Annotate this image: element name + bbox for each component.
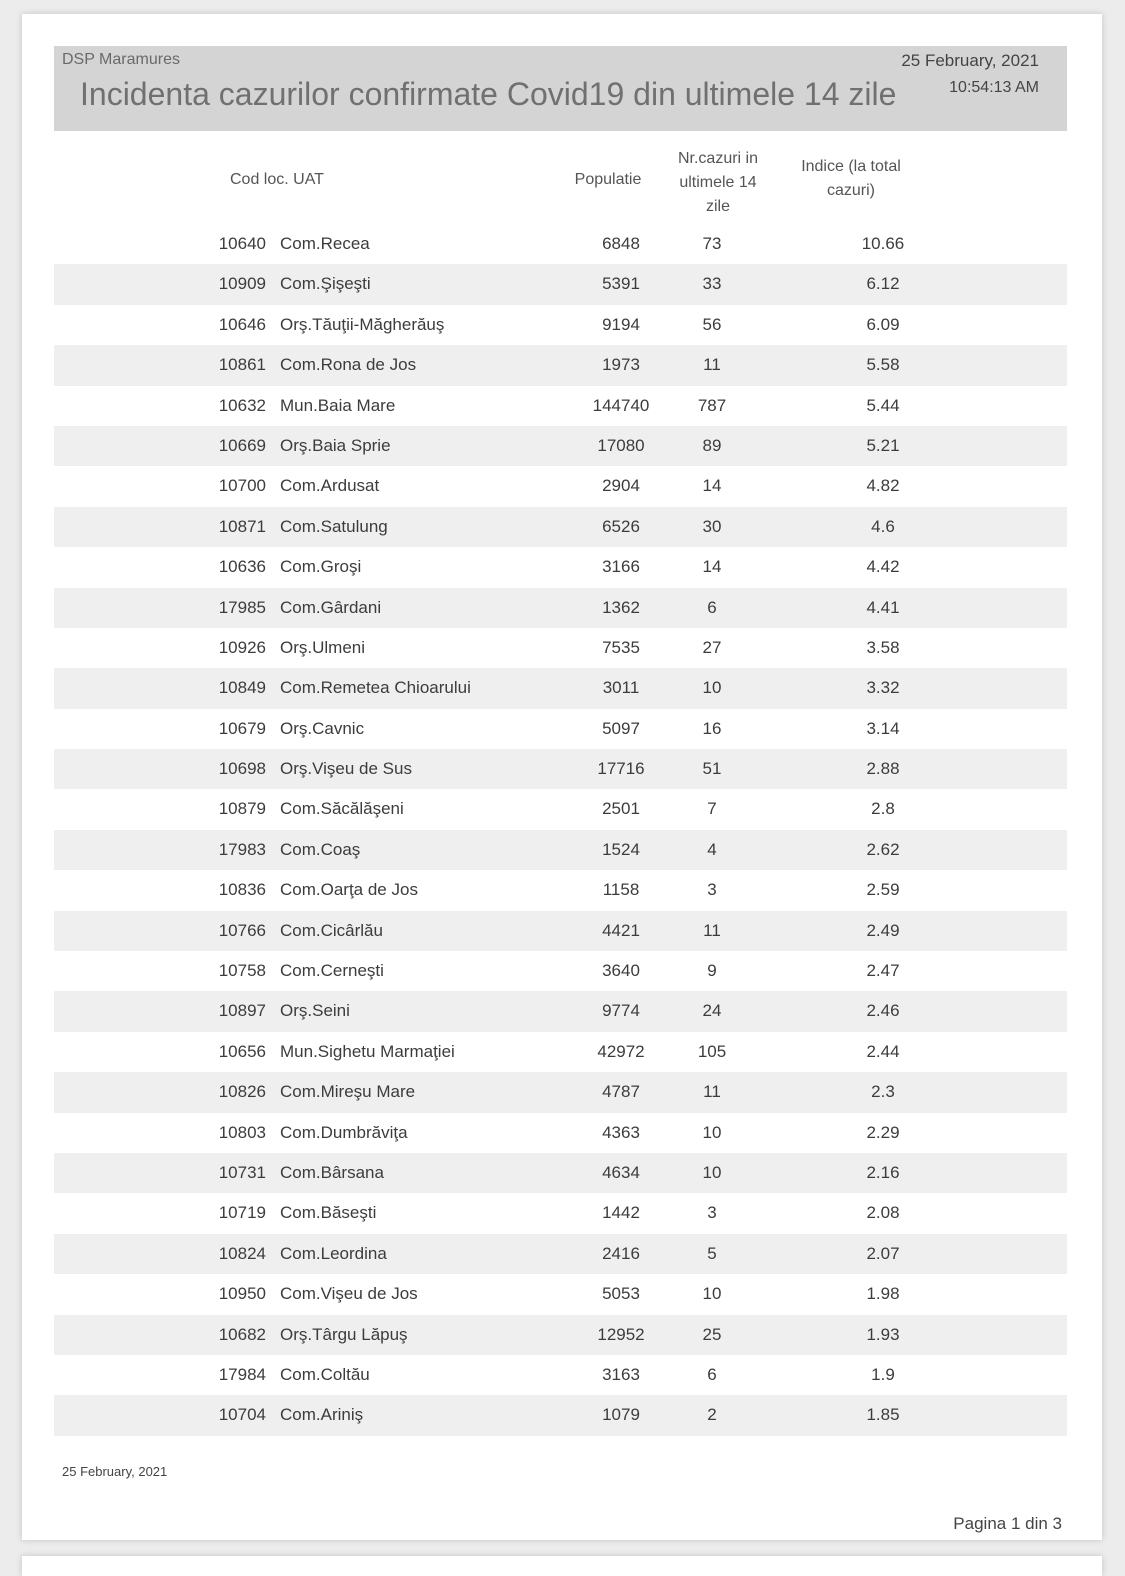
cell-indice: 4.41 bbox=[866, 597, 900, 617]
table-row bbox=[54, 709, 1067, 749]
cell-indice: 3.14 bbox=[866, 718, 900, 738]
cell-code: 10950 bbox=[218, 1284, 266, 1304]
table-row bbox=[54, 588, 1067, 628]
cell-nr-cazuri: 14 bbox=[702, 557, 722, 577]
cell-indice: 1.98 bbox=[866, 1284, 900, 1304]
cell-code: 10698 bbox=[218, 759, 266, 779]
cell-code: 10926 bbox=[218, 637, 266, 657]
cell-uat-name: Orş.Baia Sprie bbox=[280, 435, 391, 455]
cell-uat-name: Mun.Baia Mare bbox=[280, 395, 396, 415]
cell-code: 10861 bbox=[218, 355, 266, 375]
cell-code: 10640 bbox=[218, 234, 266, 253]
cell-indice: 2.88 bbox=[866, 759, 900, 779]
cell-nr-cazuri: 2 bbox=[707, 1405, 717, 1425]
cell-nr-cazuri: 27 bbox=[702, 637, 722, 657]
cell-code: 10897 bbox=[218, 1001, 266, 1021]
table-row bbox=[54, 1234, 1067, 1274]
table-row bbox=[54, 1113, 1067, 1153]
cell-indice: 2.44 bbox=[866, 1041, 900, 1061]
cell-code: 10803 bbox=[218, 1122, 266, 1142]
cell-nr-cazuri: 10 bbox=[702, 1162, 722, 1182]
table-row bbox=[54, 830, 1067, 870]
table-row bbox=[54, 991, 1067, 1031]
cell-nr-cazuri: 5 bbox=[707, 1243, 717, 1263]
cell-indice: 5.21 bbox=[866, 435, 900, 455]
cell-indice: 2.49 bbox=[866, 920, 900, 940]
cell-uat-name: Com.Recea bbox=[280, 234, 370, 253]
cell-populatie: 17716 bbox=[597, 759, 645, 779]
cell-uat-name: Com.Coaş bbox=[280, 839, 361, 859]
cell-nr-cazuri: 89 bbox=[702, 435, 722, 455]
cell-code: 10632 bbox=[218, 395, 266, 415]
cell-nr-cazuri: 10 bbox=[702, 1122, 722, 1142]
report-title: Incidenta cazurilor confirmate Covid19 din ultimele 14 zile bbox=[80, 76, 897, 112]
table-row bbox=[54, 466, 1067, 506]
cell-uat-name: Orş.Tăuţii-Măgherăuş bbox=[280, 314, 445, 334]
cell-populatie: 42972 bbox=[597, 1041, 645, 1061]
cell-indice: 2.29 bbox=[866, 1122, 900, 1142]
cell-uat-name: Com.Groşi bbox=[280, 557, 362, 577]
table-row bbox=[54, 305, 1067, 345]
cell-uat-name: Com.Remetea Chioarului bbox=[280, 678, 471, 698]
cell-uat-name: Com.Satulung bbox=[280, 516, 388, 536]
table-row bbox=[54, 1395, 1067, 1435]
cell-indice: 6.12 bbox=[866, 274, 900, 294]
cell-code: 10636 bbox=[218, 557, 266, 577]
cell-indice: 3.32 bbox=[866, 678, 900, 698]
cell-populatie: 1158 bbox=[602, 880, 640, 900]
table-row bbox=[54, 628, 1067, 668]
report-header bbox=[54, 46, 1067, 131]
table-row bbox=[54, 1315, 1067, 1355]
cell-code: 10849 bbox=[218, 678, 266, 698]
cell-nr-cazuri: 14 bbox=[702, 476, 722, 496]
report-time: 10:54:13 AM bbox=[949, 79, 1039, 96]
cell-populatie: 5391 bbox=[602, 274, 640, 294]
cell-code: 10824 bbox=[218, 1243, 266, 1263]
cell-code: 10871 bbox=[218, 516, 266, 536]
data-table bbox=[54, 224, 1067, 1436]
table-row bbox=[54, 386, 1067, 426]
cell-uat-name: Com.Rona de Jos bbox=[280, 355, 417, 375]
cell-code: 17984 bbox=[218, 1364, 266, 1384]
cell-indice: 3.58 bbox=[866, 637, 900, 657]
cell-nr-cazuri: 7 bbox=[707, 799, 717, 819]
table-row bbox=[54, 789, 1067, 829]
cell-uat-name: Com.Leordina bbox=[280, 1243, 387, 1263]
cell-indice: 10.66 bbox=[861, 234, 905, 253]
cell-uat-name: Orş.Târgu Lăpuş bbox=[280, 1324, 408, 1344]
cell-indice: 2.07 bbox=[866, 1243, 900, 1263]
cell-code: 17983 bbox=[218, 839, 266, 859]
cell-code: 10646 bbox=[218, 314, 266, 334]
cell-populatie: 3011 bbox=[602, 678, 640, 698]
cell-uat-name: Com.Băseşti bbox=[280, 1203, 377, 1223]
cell-nr-cazuri: 25 bbox=[702, 1324, 722, 1344]
table-row bbox=[54, 1072, 1067, 1112]
cell-uat-name: Com.Vişeu de Jos bbox=[280, 1284, 418, 1304]
cell-code: 10758 bbox=[218, 961, 266, 981]
cell-uat-name: Orş.Ulmeni bbox=[280, 637, 366, 657]
table-row bbox=[54, 749, 1067, 789]
cell-uat-name: Orş.Cavnic bbox=[280, 718, 365, 738]
cell-populatie: 6526 bbox=[602, 516, 640, 536]
column-header-indice-line1: Indice (la total bbox=[801, 158, 901, 175]
cell-nr-cazuri: 3 bbox=[707, 880, 717, 900]
cell-uat-name: Com.Coltău bbox=[280, 1364, 370, 1384]
cell-uat-name: Orş.Vişeu de Sus bbox=[280, 759, 412, 779]
cell-indice: 5.58 bbox=[866, 355, 900, 375]
cell-nr-cazuri: 33 bbox=[702, 274, 722, 294]
cell-nr-cazuri: 6 bbox=[707, 597, 717, 617]
table-row bbox=[54, 507, 1067, 547]
cell-code: 10879 bbox=[218, 799, 266, 819]
cell-code: 10704 bbox=[218, 1405, 266, 1425]
cell-indice: 4.82 bbox=[866, 476, 900, 496]
table-row bbox=[54, 668, 1067, 708]
cell-populatie: 4363 bbox=[602, 1122, 640, 1142]
cell-code: 10700 bbox=[218, 476, 266, 496]
cell-indice: 1.9 bbox=[871, 1364, 895, 1384]
cell-nr-cazuri: 4 bbox=[707, 839, 717, 859]
column-header-cod-uat: Cod loc. UAT bbox=[230, 171, 324, 188]
table-row bbox=[54, 1032, 1067, 1072]
organization-name: DSP Maramures bbox=[62, 51, 180, 68]
cell-nr-cazuri: 11 bbox=[703, 920, 721, 940]
cell-code: 10719 bbox=[218, 1203, 266, 1223]
cell-code: 10766 bbox=[218, 920, 266, 940]
cell-indice: 4.6 bbox=[871, 516, 895, 536]
cell-indice: 2.3 bbox=[871, 1082, 895, 1102]
table-row bbox=[54, 426, 1067, 466]
column-header-indice-line2: cazuri) bbox=[826, 182, 875, 199]
cell-uat-name: Com.Cerneşti bbox=[280, 961, 384, 981]
column-header-nr-cazuri bbox=[665, 147, 771, 219]
cell-populatie: 3166 bbox=[602, 557, 640, 577]
cell-indice: 2.16 bbox=[866, 1162, 900, 1182]
cell-code: 10731 bbox=[218, 1162, 266, 1182]
cell-populatie: 1079 bbox=[602, 1405, 640, 1425]
column-header-indice bbox=[786, 155, 916, 203]
cell-code: 10669 bbox=[218, 435, 266, 455]
cell-indice: 5.44 bbox=[866, 395, 900, 415]
cell-populatie: 1362 bbox=[602, 597, 640, 617]
cell-code: 10682 bbox=[218, 1324, 266, 1344]
column-header-populatie: Populatie bbox=[574, 171, 642, 188]
next-page-edge bbox=[22, 1556, 1102, 1576]
cell-uat-name: Com.Cicârlău bbox=[280, 920, 383, 940]
table-row bbox=[54, 547, 1067, 587]
cell-indice: 1.85 bbox=[866, 1405, 900, 1425]
cell-uat-name: Com.Gârdani bbox=[280, 597, 382, 617]
cell-code: 17985 bbox=[218, 597, 266, 617]
page-number: Pagina 1 din 3 bbox=[953, 1514, 1062, 1533]
cell-uat-name: Com.Mireşu Mare bbox=[280, 1082, 416, 1102]
table-row bbox=[54, 911, 1067, 951]
cell-populatie: 5097 bbox=[602, 718, 640, 738]
cell-nr-cazuri: 3 bbox=[707, 1203, 717, 1223]
cell-indice: 2.8 bbox=[871, 799, 895, 819]
cell-populatie: 1973 bbox=[602, 355, 640, 375]
cell-populatie: 9774 bbox=[602, 1001, 640, 1021]
footer-date: 25 February, 2021 bbox=[62, 1464, 168, 1479]
cell-code: 10836 bbox=[218, 880, 266, 900]
cell-populatie: 1442 bbox=[602, 1203, 640, 1223]
cell-nr-cazuri: 11 bbox=[703, 355, 721, 375]
cell-nr-cazuri: 16 bbox=[702, 718, 722, 738]
cell-populatie: 2904 bbox=[602, 476, 640, 496]
cell-code: 10656 bbox=[218, 1041, 266, 1061]
cell-populatie: 6848 bbox=[602, 234, 640, 253]
cell-indice: 2.62 bbox=[866, 839, 900, 859]
cell-nr-cazuri: 6 bbox=[707, 1364, 717, 1384]
column-header-nr-cazuri-line1: Nr.cazuri in bbox=[677, 150, 759, 167]
cell-code: 10826 bbox=[218, 1082, 266, 1102]
cell-populatie: 2416 bbox=[602, 1243, 640, 1263]
cell-nr-cazuri: 51 bbox=[702, 759, 722, 779]
cell-uat-name: Com.Dumbrăviţa bbox=[280, 1122, 408, 1142]
cell-populatie: 9194 bbox=[602, 314, 640, 334]
cell-uat-name: Com.Bârsana bbox=[280, 1162, 384, 1182]
column-header-nr-cazuri-line2: ultimele 14 bbox=[679, 174, 757, 191]
cell-nr-cazuri: 10 bbox=[702, 1284, 722, 1304]
table-row bbox=[54, 1274, 1067, 1314]
cell-nr-cazuri: 9 bbox=[707, 961, 717, 981]
column-header-nr-cazuri-line3: zile bbox=[705, 198, 730, 215]
cell-indice: 6.09 bbox=[866, 314, 900, 334]
cell-code: 10909 bbox=[218, 274, 266, 294]
cell-populatie: 1524 bbox=[602, 839, 640, 859]
cell-nr-cazuri: 73 bbox=[702, 234, 722, 253]
cell-indice: 2.47 bbox=[866, 961, 900, 981]
table-row bbox=[54, 1193, 1067, 1233]
cell-uat-name: Mun.Sighetu Marmaţiei bbox=[280, 1041, 455, 1061]
cell-uat-name: Com.Oarţa de Jos bbox=[280, 880, 418, 900]
cell-nr-cazuri: 30 bbox=[702, 516, 722, 536]
cell-uat-name: Com.Săcălăşeni bbox=[280, 799, 404, 819]
cell-populatie: 4421 bbox=[602, 920, 640, 940]
cell-populatie: 12952 bbox=[597, 1324, 645, 1344]
cell-indice: 2.46 bbox=[866, 1001, 900, 1021]
cell-nr-cazuri: 105 bbox=[697, 1041, 727, 1061]
cell-indice: 2.08 bbox=[866, 1203, 900, 1223]
cell-indice: 4.42 bbox=[866, 557, 900, 577]
cell-uat-name: Com.Şişeşti bbox=[280, 274, 371, 294]
cell-nr-cazuri: 24 bbox=[702, 1001, 722, 1021]
table-row bbox=[54, 1153, 1067, 1193]
table-row bbox=[54, 224, 1067, 264]
cell-nr-cazuri: 787 bbox=[697, 395, 727, 415]
cell-indice: 1.93 bbox=[866, 1324, 900, 1344]
cell-code: 10679 bbox=[218, 718, 266, 738]
cell-populatie: 4634 bbox=[602, 1162, 640, 1182]
table-row bbox=[54, 951, 1067, 991]
report-page bbox=[22, 14, 1102, 1540]
cell-nr-cazuri: 10 bbox=[702, 678, 722, 698]
cell-nr-cazuri: 56 bbox=[702, 314, 722, 334]
cell-indice: 2.59 bbox=[866, 880, 900, 900]
cell-populatie: 17080 bbox=[597, 435, 645, 455]
report-date: 25 February, 2021 bbox=[901, 51, 1039, 70]
table-row bbox=[54, 345, 1067, 385]
cell-populatie: 3640 bbox=[602, 961, 640, 981]
cell-populatie: 7535 bbox=[602, 637, 640, 657]
cell-populatie: 4787 bbox=[602, 1082, 640, 1102]
cell-uat-name: Com.Ariniş bbox=[280, 1405, 364, 1425]
cell-populatie: 2501 bbox=[602, 799, 640, 819]
table-row bbox=[54, 1355, 1067, 1395]
cell-uat-name: Com.Ardusat bbox=[280, 476, 380, 496]
cell-populatie: 144740 bbox=[592, 395, 650, 415]
table-row bbox=[54, 264, 1067, 304]
cell-uat-name: Orş.Seini bbox=[280, 1001, 350, 1021]
cell-populatie: 5053 bbox=[602, 1284, 640, 1304]
cell-nr-cazuri: 11 bbox=[703, 1082, 721, 1102]
cell-populatie: 3163 bbox=[602, 1364, 640, 1384]
table-row bbox=[54, 870, 1067, 910]
